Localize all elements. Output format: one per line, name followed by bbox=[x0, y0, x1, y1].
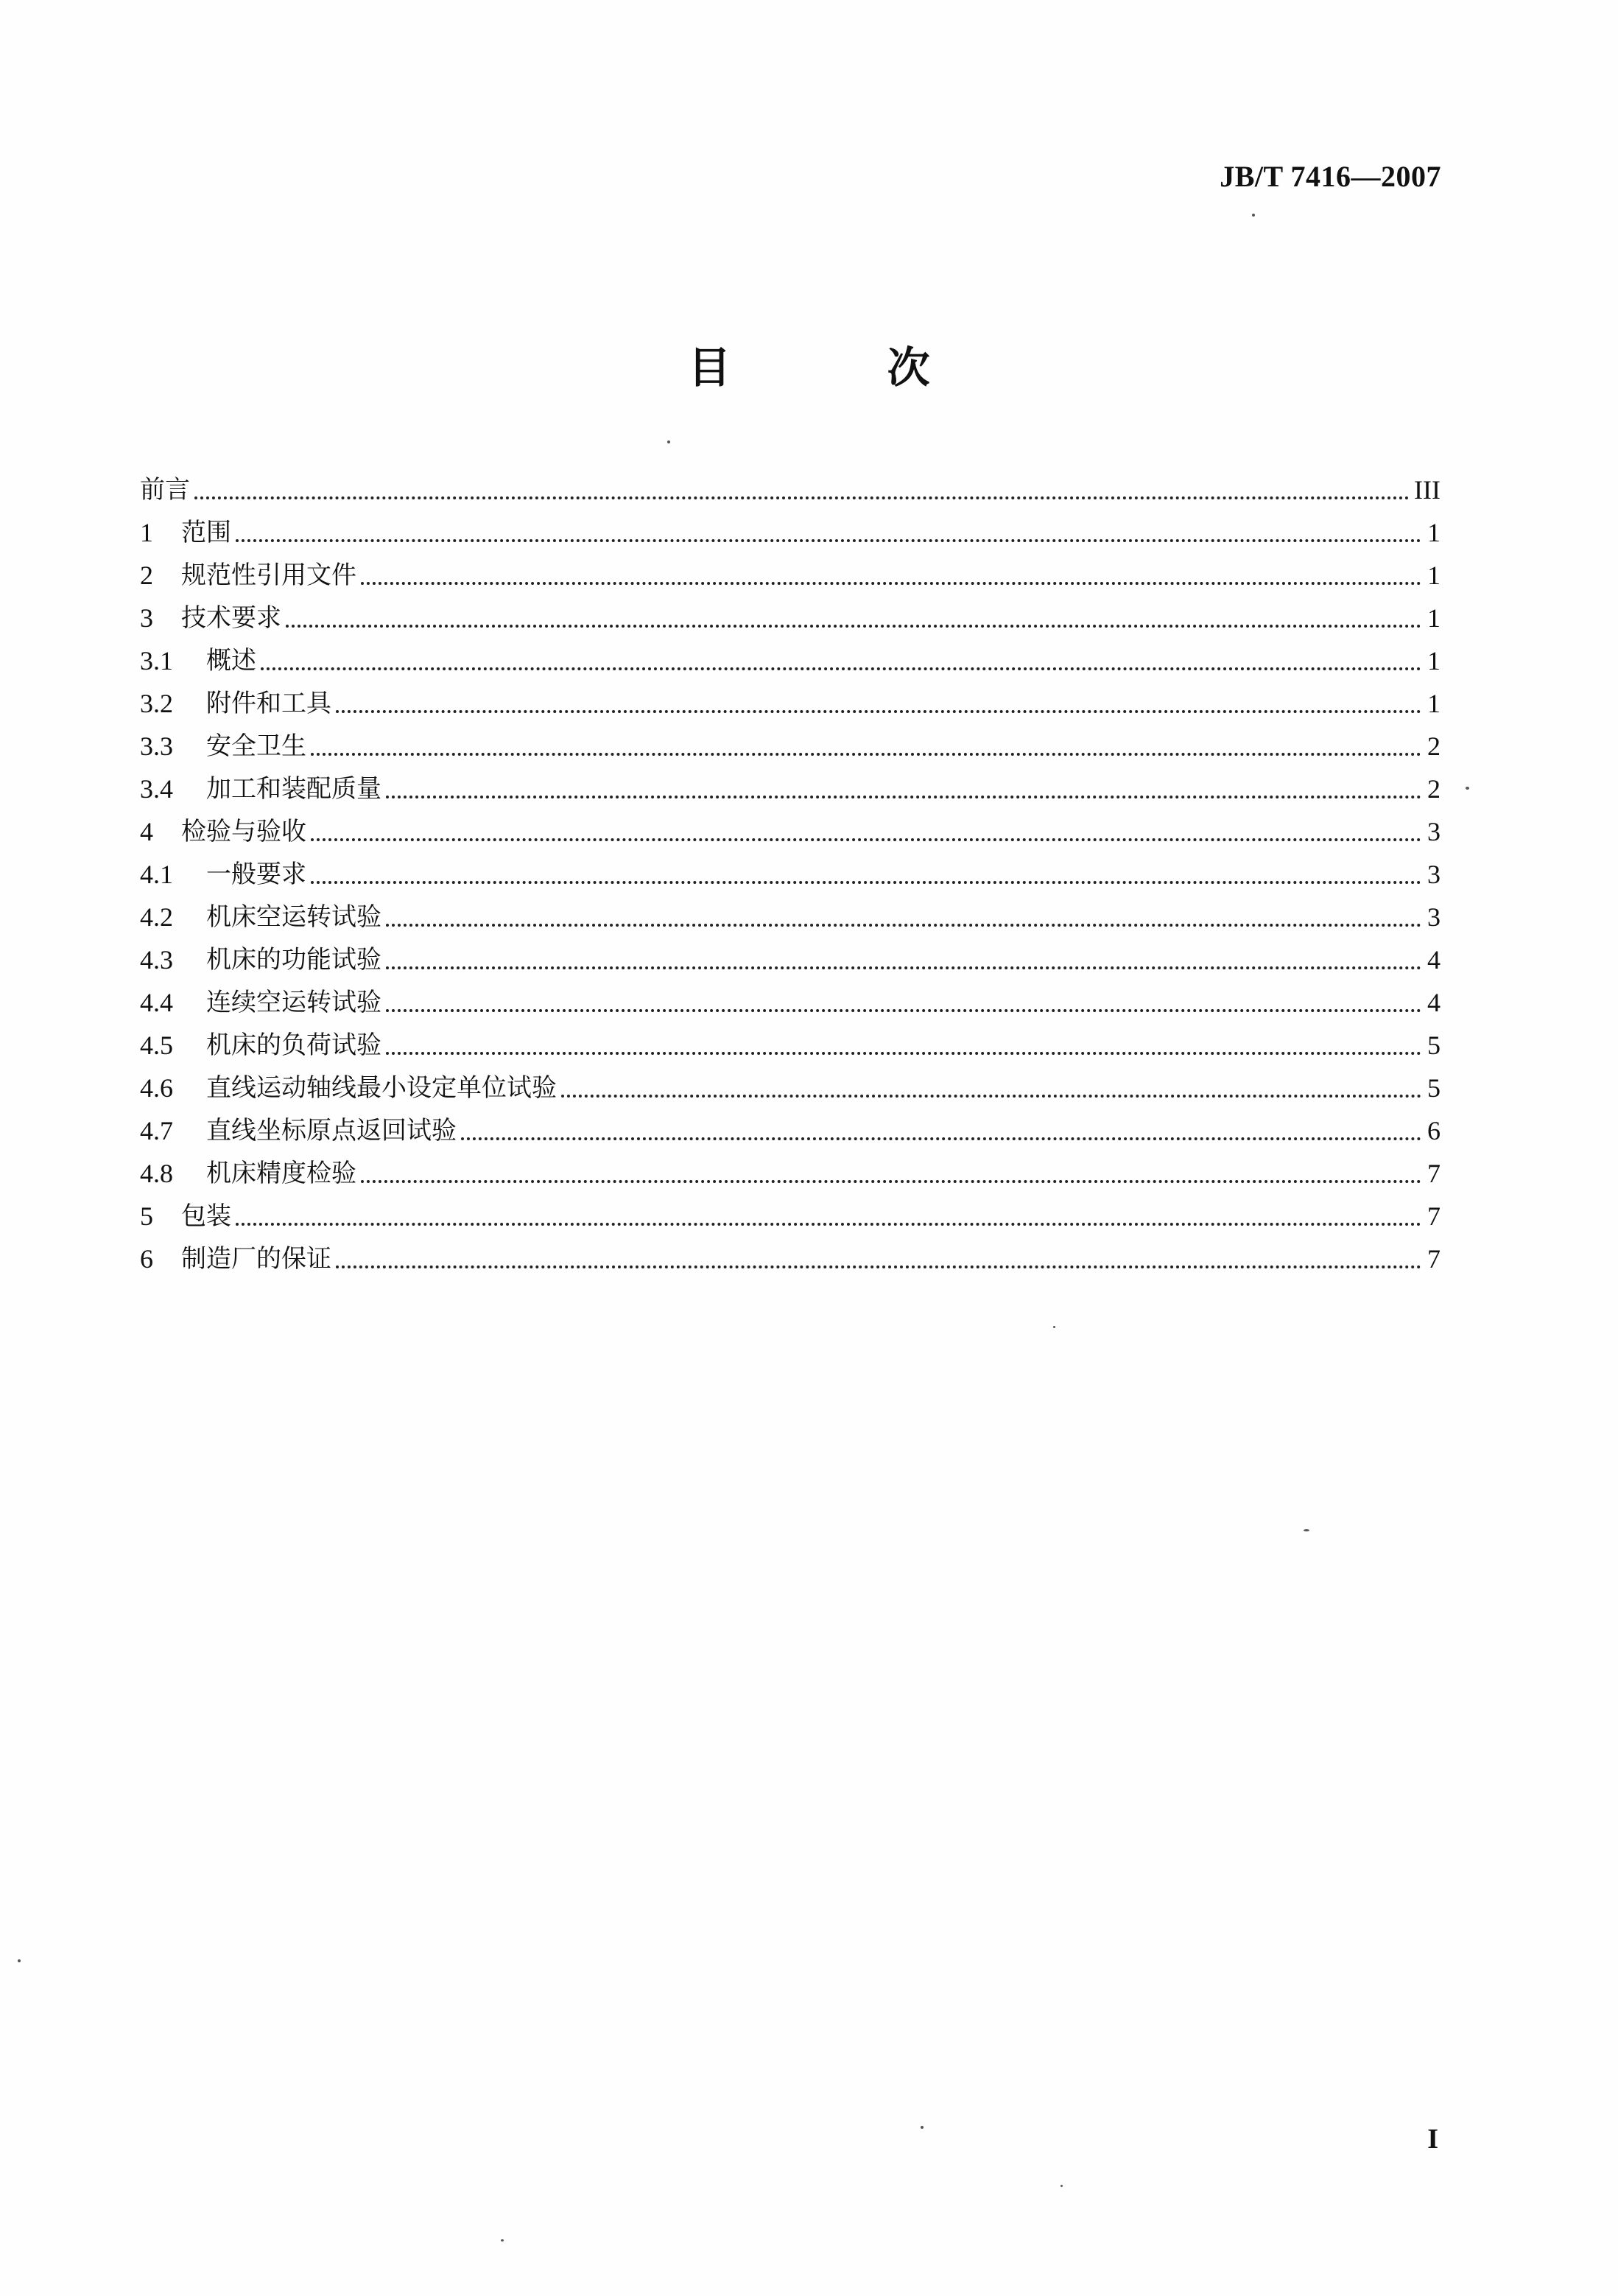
toc-entry-page: 1 bbox=[1427, 603, 1441, 633]
toc-entry-label: 检验与验收 bbox=[181, 817, 306, 846]
toc-entry-number: 4.5 bbox=[140, 1031, 173, 1060]
toc-entry bbox=[140, 981, 1441, 1024]
toc-entry bbox=[140, 810, 1441, 853]
toc-entry-page: 1 bbox=[1427, 689, 1441, 718]
toc-dot-leader bbox=[386, 1009, 1421, 1012]
scan-speck bbox=[921, 2126, 924, 2129]
scan-speck bbox=[667, 440, 670, 443]
toc-entry-label: 机床的功能试验 bbox=[206, 945, 381, 975]
page-number: I bbox=[1427, 2124, 1438, 2155]
toc-entry-page: 2 bbox=[1427, 731, 1441, 761]
scan-speck bbox=[1252, 214, 1255, 217]
scan-speck bbox=[501, 2239, 504, 2241]
toc-entry-page: 4 bbox=[1427, 988, 1441, 1017]
toc-entry bbox=[140, 682, 1441, 725]
scan-speck bbox=[1053, 1326, 1055, 1328]
toc-entry-page: 1 bbox=[1427, 646, 1441, 675]
toc-entry-page: 7 bbox=[1427, 1159, 1441, 1188]
toc-entry-number: 4.2 bbox=[140, 902, 173, 932]
toc-entry bbox=[140, 511, 1441, 554]
toc-entry-label: 概述 bbox=[206, 646, 256, 675]
scan-speck bbox=[1304, 1529, 1309, 1531]
toc-entry-number: 6 bbox=[140, 1244, 153, 1274]
toc-dot-leader bbox=[311, 881, 1421, 884]
scan-speck bbox=[1466, 787, 1469, 790]
toc-entry-number: 5 bbox=[140, 1201, 153, 1231]
toc-dot-leader bbox=[361, 582, 1421, 585]
toc-entry-label: 机床精度检验 bbox=[206, 1159, 356, 1188]
toc-dot-leader bbox=[461, 1137, 1421, 1140]
toc-dot-leader bbox=[286, 625, 1421, 628]
toc-entry-page: 7 bbox=[1427, 1201, 1441, 1231]
toc-entry-label: 制造厂的保证 bbox=[181, 1244, 331, 1274]
toc-entry-label: 直线运动轴线最小设定单位试验 bbox=[206, 1073, 557, 1103]
toc-entry-page: 5 bbox=[1427, 1073, 1441, 1103]
toc-entry-page: 5 bbox=[1427, 1031, 1441, 1060]
toc-entry-label: 加工和装配质量 bbox=[206, 774, 381, 804]
toc-dot-leader bbox=[561, 1095, 1421, 1098]
toc-entry bbox=[140, 1109, 1441, 1152]
toc-entry-number: 4 bbox=[140, 817, 153, 846]
toc-entry-number: 4.6 bbox=[140, 1073, 173, 1103]
toc-entry-label: 范围 bbox=[181, 518, 231, 547]
toc-dot-leader bbox=[361, 1180, 1421, 1183]
toc-entry-label: 前言 bbox=[140, 475, 190, 505]
toc-dot-leader bbox=[194, 496, 1410, 499]
toc-entry bbox=[140, 639, 1441, 682]
toc-entry bbox=[140, 725, 1441, 768]
toc-entry-label: 规范性引用文件 bbox=[181, 561, 356, 590]
toc-entry-number: 3.3 bbox=[140, 731, 173, 761]
toc-entry-number: 3 bbox=[140, 603, 153, 633]
toc-entry-number: 4.7 bbox=[140, 1116, 173, 1145]
toc-dot-leader bbox=[336, 1265, 1421, 1268]
toc-entry bbox=[140, 896, 1441, 938]
toc-entry bbox=[140, 1024, 1441, 1067]
toc-entry bbox=[140, 597, 1441, 639]
toc-entry-page: 3 bbox=[1427, 860, 1441, 889]
toc-entry-page: 3 bbox=[1427, 817, 1441, 846]
toc-list bbox=[140, 468, 1441, 1280]
toc-dot-leader bbox=[336, 710, 1421, 713]
toc-entry bbox=[140, 1067, 1441, 1109]
document-code: JB/T 7416—2007 bbox=[1220, 160, 1441, 193]
toc-entry-label: 直线坐标原点返回试验 bbox=[206, 1116, 457, 1145]
scan-speck bbox=[18, 1959, 21, 1962]
toc-entry-label: 附件和工具 bbox=[206, 689, 331, 718]
toc-entry-page: 4 bbox=[1427, 945, 1441, 975]
toc-dot-leader bbox=[311, 838, 1421, 841]
toc-entry-number: 3.1 bbox=[140, 646, 173, 675]
toc-entry bbox=[140, 853, 1441, 896]
toc-entry-number: 4.8 bbox=[140, 1159, 173, 1188]
scan-speck bbox=[1061, 2185, 1063, 2187]
toc-entry-label: 技术要求 bbox=[181, 603, 281, 633]
toc-entry bbox=[140, 938, 1441, 981]
toc-entry bbox=[140, 554, 1441, 597]
toc-dot-leader bbox=[236, 1223, 1421, 1226]
toc-entry-number: 4.1 bbox=[140, 860, 173, 889]
toc-entry-number: 4.4 bbox=[140, 988, 173, 1017]
toc-entry-label: 机床空运转试验 bbox=[206, 902, 381, 932]
toc-title: 目 次 bbox=[688, 343, 1001, 393]
toc-dot-leader bbox=[386, 796, 1421, 798]
toc-entry-page: 2 bbox=[1427, 774, 1441, 804]
toc-entry-number: 1 bbox=[140, 518, 153, 547]
toc-entry-label: 包装 bbox=[181, 1201, 231, 1231]
toc-dot-leader bbox=[236, 539, 1421, 542]
toc-entry bbox=[140, 1152, 1441, 1195]
toc-entry-page: 6 bbox=[1427, 1116, 1441, 1145]
toc-entry-page: III bbox=[1414, 475, 1441, 505]
toc-entry-number: 3.2 bbox=[140, 689, 173, 718]
toc-entry-number: 2 bbox=[140, 561, 153, 590]
toc-dot-leader bbox=[386, 1052, 1421, 1055]
toc-entry bbox=[140, 1195, 1441, 1237]
toc-entry bbox=[140, 768, 1441, 810]
toc-dot-leader bbox=[311, 753, 1421, 756]
toc-entry-label: 一般要求 bbox=[206, 860, 306, 889]
toc-entry-label: 连续空运转试验 bbox=[206, 988, 381, 1017]
toc-dot-leader bbox=[386, 924, 1421, 927]
toc-entry-page: 7 bbox=[1427, 1244, 1441, 1274]
toc-entry-number: 3.4 bbox=[140, 774, 173, 804]
toc-entry-label: 机床的负荷试验 bbox=[206, 1031, 381, 1060]
toc-entry bbox=[140, 468, 1441, 511]
toc-entry bbox=[140, 1237, 1441, 1280]
toc-entry-page: 1 bbox=[1427, 518, 1441, 547]
toc-dot-leader bbox=[386, 966, 1421, 969]
toc-entry-page: 3 bbox=[1427, 902, 1441, 932]
toc-entry-page: 1 bbox=[1427, 561, 1441, 590]
toc-entry-number: 4.3 bbox=[140, 945, 173, 975]
toc-entry-label: 安全卫生 bbox=[206, 731, 306, 761]
toc-dot-leader bbox=[261, 667, 1421, 670]
